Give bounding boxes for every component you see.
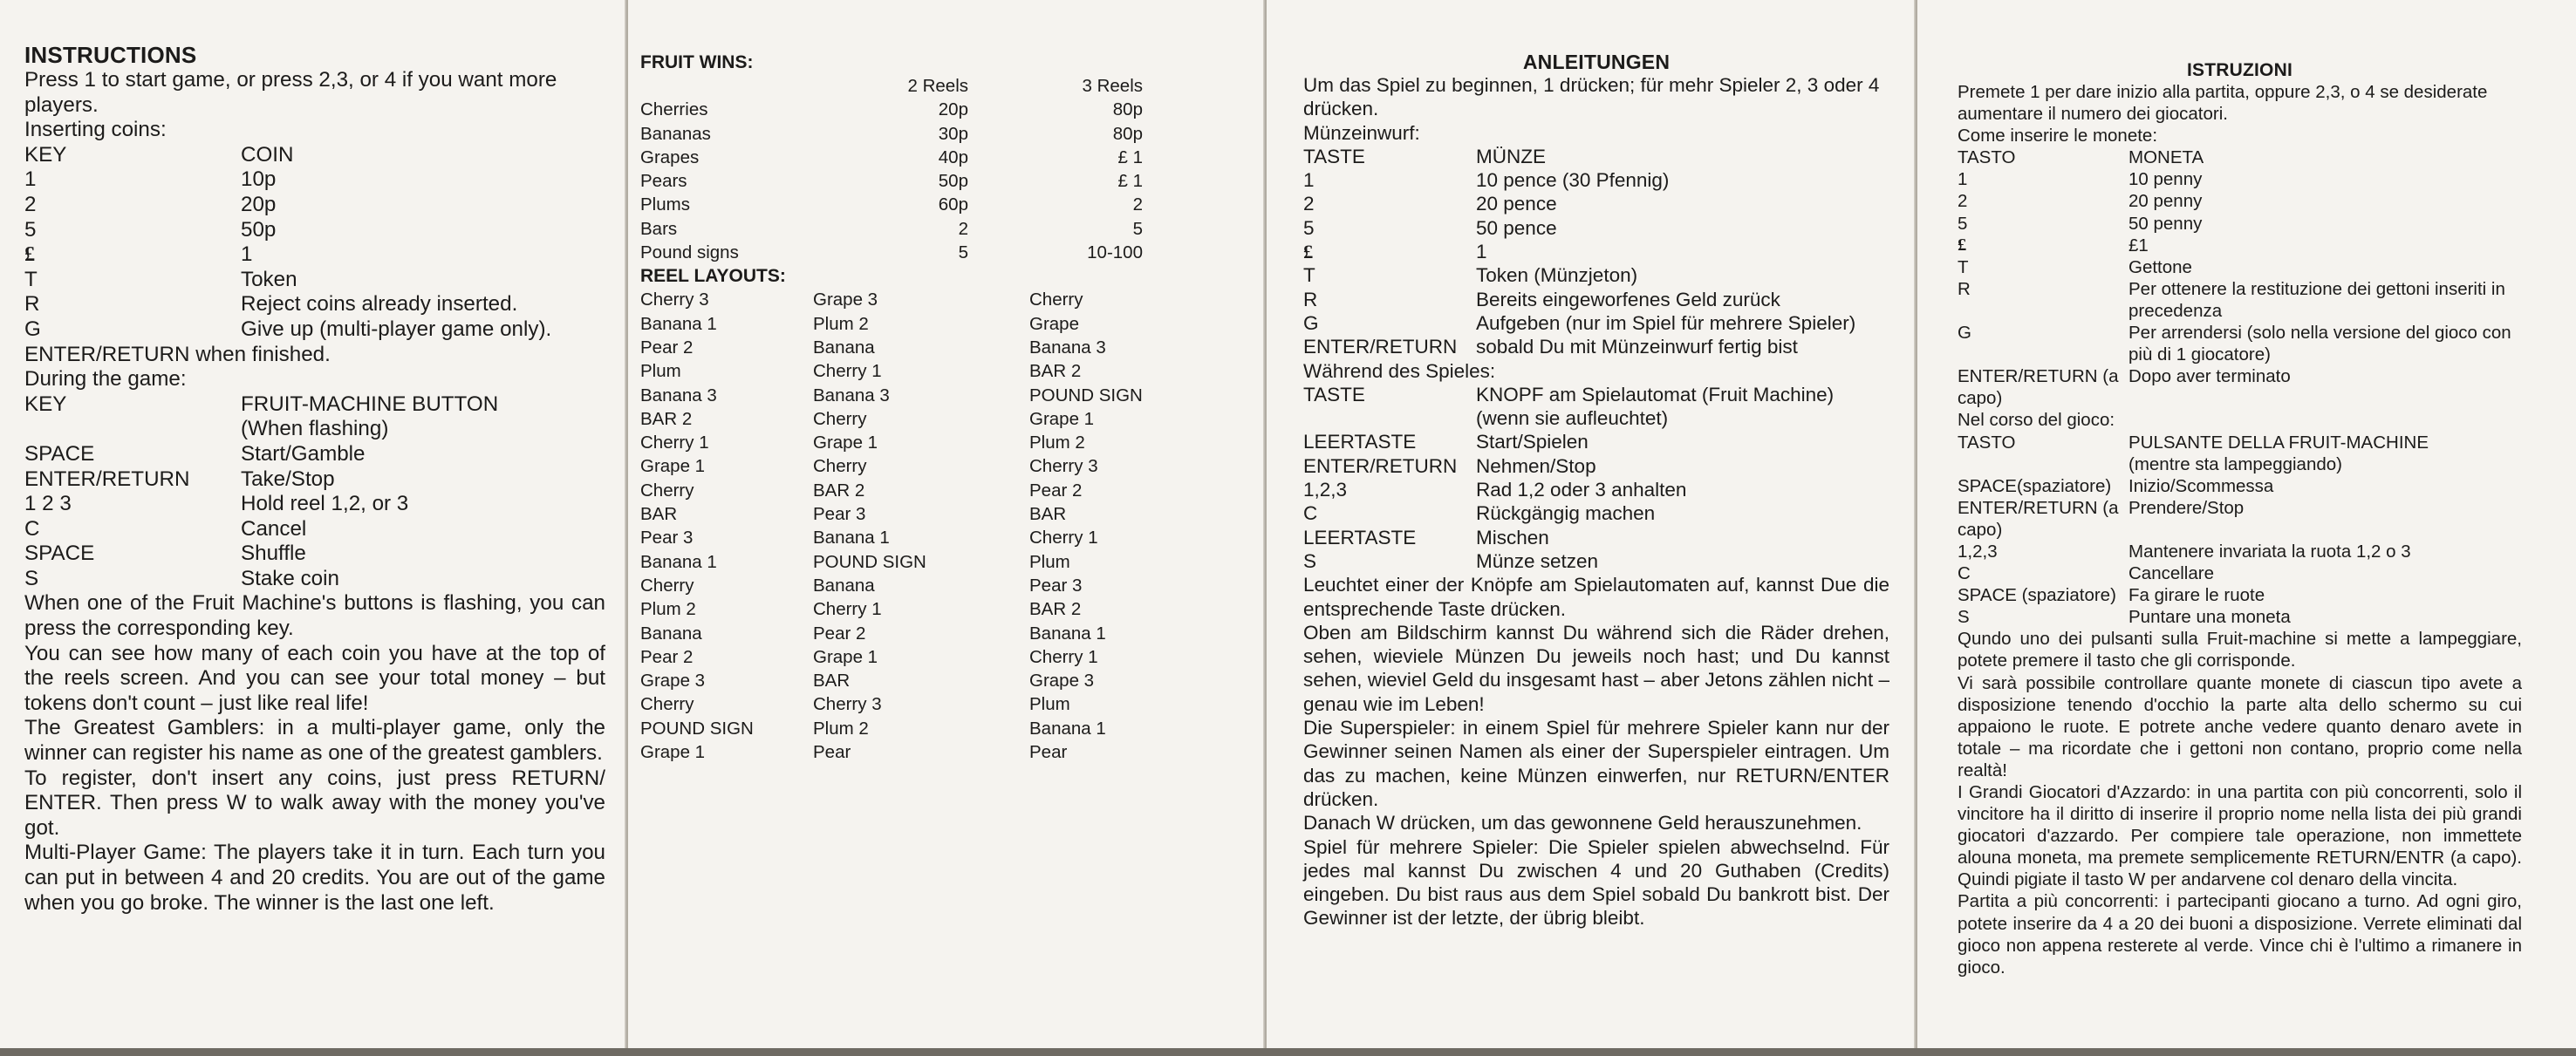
italian-panel [1917, 0, 2576, 1048]
game-action: Fa girare le ruote [2128, 585, 2265, 606]
german-paragraph: Danach W drücken, um das gewonnene Geld herauszunehmen. [1303, 812, 1862, 835]
game-key: ENTER/RETURN (a capo) [1958, 497, 2119, 540]
italian-paragraph: Qundo uno dei pulsanti sulla Fruit-machine si mette a lampeggiare, potete premere il tasto che gli corrisponde. [1958, 629, 2522, 671]
reel-symbol: Cherry [640, 480, 694, 501]
coin-value: 50 penny [2128, 213, 2203, 234]
button-col-header [241, 392, 605, 442]
game-action: Rückgängig machen [1476, 502, 1656, 525]
reel-symbol: Banana [813, 337, 875, 358]
reel-layouts-title: REEL LAYOUTS: [640, 266, 786, 287]
coin-key: R [24, 292, 40, 317]
button-header-text: PULSANTE DELLA FRUIT-MACHINE [2128, 432, 2429, 453]
game-key: 1,2,3 [1958, 541, 1998, 562]
fruit-name: Bananas [640, 123, 711, 144]
reel-symbol: Grape 1 [813, 433, 878, 453]
game-action: Inizio/Scommessa [2128, 475, 2274, 496]
coin-row [1958, 365, 2522, 409]
game-key-row [1958, 541, 2522, 562]
coin-row [24, 167, 605, 193]
coin-row [24, 292, 605, 317]
reel-symbol: Pear [1029, 742, 1068, 763]
button-col-header [1476, 383, 1889, 431]
game-key: SPACE (spaziatore) [1958, 585, 2116, 606]
game-action: Mantenere invariata la ruota 1,2 o 3 [2128, 541, 2411, 562]
reel-symbol: Banana 1 [640, 551, 717, 572]
game-key-row [24, 542, 605, 567]
reel-symbol: Plum 2 [640, 599, 696, 620]
reel-symbol: BAR 2 [1029, 599, 1082, 620]
coin-value: Gettone [2128, 256, 2192, 277]
fruit-name: Plums [640, 194, 690, 215]
button-col-header [2128, 432, 2522, 475]
coin-row [1303, 288, 1889, 311]
game-action: Cancel [241, 516, 307, 541]
three-reels-value: 80p [1112, 123, 1143, 144]
coin-value: Bereits eingeworfenes Geld zurück [1476, 288, 1780, 310]
game-key-row [1958, 606, 2522, 628]
italian-coin-header [1958, 146, 2522, 168]
coin-value: 50 pence [1476, 216, 1557, 239]
coin-key: ENTER/RETURN (a capo) [1958, 366, 2119, 409]
coin-key: 2 [1958, 191, 1968, 212]
reel-symbol: BAR 2 [1029, 361, 1082, 382]
coin-value: Token (Münzjeton) [1476, 264, 1638, 287]
reel-symbol: Banana 1 [1029, 718, 1106, 739]
reel-symbol: Grape 3 [640, 671, 706, 692]
game-key-row [1303, 549, 1889, 573]
coin-row [24, 242, 605, 268]
german-panel [1267, 0, 1916, 1048]
reel-3-column [1029, 288, 1204, 764]
reel-symbol: Banana [813, 575, 875, 596]
italian-game-header [1958, 432, 2522, 475]
fruit-wins-row [640, 122, 1237, 146]
three-reels-value: £ 1 [1117, 171, 1143, 192]
fruit-wins-row [640, 217, 1237, 241]
reel-symbol: Pear [813, 742, 851, 763]
english-title: INSTRUCTIONS [24, 42, 197, 68]
two-reels-value: 50p [938, 171, 968, 192]
italian-paragraph: Vi sarà possibile controllare quante monete di ciascun tipo avete a disposizione tenendo d'occhio la parte alta dello schermo su cui appaiono le ruote. E potrete anche vedere quanto denaro avete in totale – ma ricordate che i gettoni non contano, proprio come nella realtà! [1958, 672, 2522, 780]
english-paragraph: The Greatest Gamblers: in a multi-player game, only the winner can register his name as one of the greatest gamblers. [24, 716, 605, 766]
pound-key: £ [1958, 235, 1967, 255]
game-key-row [24, 467, 605, 493]
reel-symbol: Pear 3 [813, 504, 866, 525]
coin-key: 5 [24, 217, 37, 242]
coin-value: 20p [241, 192, 277, 216]
reel-symbol: POUND SIGN [640, 718, 754, 739]
pound-key: £ [1303, 241, 1314, 263]
reel-symbol: Plum 2 [1029, 433, 1085, 453]
italian-paragraph: Partita a più concorrenti: i partecipanti giocano a turno. Ad ogni giro, potete inserire da 4 a 20 dei buoni a disposizione. Verrete eliminati dal gioco non appena resterete al verde. Vince chi è l'ultimo a rimanere in gioco. [1958, 891, 2522, 978]
reel-symbol: Pear 2 [640, 337, 694, 358]
game-key: SPACE [24, 441, 95, 466]
coin-col-header: MÜNZE [1476, 145, 1546, 167]
coin-row [24, 218, 605, 243]
coin-value: 20 penny [2128, 191, 2203, 212]
reel-symbol: Cherry 3 [640, 290, 709, 310]
reel-symbol: Banana 1 [813, 528, 890, 548]
game-key: ENTER/RETURN [1303, 454, 1458, 477]
fruit-wins-rows [640, 98, 1237, 264]
coin-key: G [24, 317, 41, 341]
three-reels-value: £ 1 [1117, 146, 1143, 167]
button-header-note: (When flashing) [241, 417, 389, 441]
coin-row [1303, 240, 1889, 263]
coin-key: 2 [24, 192, 37, 216]
fruit-col-header [640, 74, 865, 98]
reel-layouts-grid [640, 288, 1237, 764]
coin-key: 1 [1958, 169, 1968, 190]
coin-row [1958, 190, 2522, 212]
coin-value: sobald Du mit Münzeinwurf fertig bist [1476, 336, 1798, 358]
german-game-header [1303, 383, 1889, 431]
german-intro: Um das Spiel zu beginnen, 1 drücken; für mehr Spieler 2, 3 oder 4 drücken. [1303, 74, 1880, 120]
coin-row [1958, 322, 2522, 365]
three-reels-value: 5 [1132, 218, 1143, 239]
reel-symbol: Pear 2 [813, 623, 866, 644]
game-action: Take/Stop [241, 467, 335, 491]
game-key: S [24, 566, 39, 590]
reel-symbol: BAR [813, 671, 851, 692]
english-game-header [24, 392, 605, 442]
reel-symbol: Plum 2 [813, 718, 869, 739]
game-key-row [1958, 497, 2522, 541]
coin-row [1958, 213, 2522, 235]
game-action: Nehmen/Stop [1476, 454, 1596, 477]
english-intro: Press 1 to start game, or press 2,3, or 4 if you want more players. [24, 68, 557, 117]
coin-value: 10 penny [2128, 169, 2203, 190]
button-header-text: FRUIT-MACHINE BUTTON [241, 392, 499, 416]
reel-symbol: Banana [640, 623, 702, 644]
reel-symbol: Plum [1029, 551, 1070, 572]
reel-symbol: Pear 2 [1029, 480, 1083, 501]
reel-symbol: Grape 1 [813, 646, 878, 667]
reel-symbol: Cherry 1 [640, 433, 709, 453]
reel-symbol: BAR 2 [813, 480, 865, 501]
coin-value: 1 [1476, 241, 1487, 263]
reel-1-column [640, 288, 813, 764]
reel-symbol: Banana 3 [1029, 337, 1106, 358]
two-reels-value: 2 [958, 218, 968, 239]
two-reels-value: 60p [938, 194, 968, 215]
italian-paragraph: I Grandi Giocatori d'Azzardo: in una partita con più concorrenti, solo il vincitore ha il diritto di inserire il proprio nome nella lista dei più grandi giocatori d'azzardo. Per compiere tale operazione, non immettete alouna moneta, ma premete semplicemente RETURN/ENTR (a capo). Quindi pigiate il tasto W per andarvene col denaro della vincita. [1958, 782, 2522, 890]
german-coin-header [1303, 145, 1889, 168]
two-reels-value: 30p [938, 123, 968, 144]
game-action: Mischen [1476, 526, 1549, 548]
german-inserting-heading: Münzeinwurf: [1303, 121, 1420, 144]
coin-row [1958, 235, 2522, 256]
scan-bottom-edge [0, 1048, 2576, 1056]
coin-row [1303, 216, 1889, 240]
reel-symbol: Grape 1 [640, 456, 706, 477]
game-action: Cancellare [2128, 563, 2214, 584]
reel-symbol: BAR 2 [640, 408, 693, 429]
game-action: Puntare una moneta [2128, 607, 2291, 628]
english-panel [0, 0, 626, 1048]
italian-inserting-heading: Come inserire le monete: [1958, 126, 2158, 146]
game-key: SPACE [24, 542, 95, 566]
two-reels-header: 2 Reels [907, 76, 968, 96]
english-inserting-heading: Inserting coins: [24, 118, 167, 142]
english-coin-header [24, 143, 605, 168]
game-action: Münze setzen [1476, 549, 1599, 572]
game-key: C [24, 516, 40, 541]
key-col-header: KEY [24, 392, 67, 416]
reel-symbol: BAR [1029, 504, 1067, 525]
coin-row [1303, 192, 1889, 215]
game-action: Shuffle [241, 542, 306, 566]
reel-symbol: BAR [640, 504, 678, 525]
reel-symbol: Plum [1029, 694, 1070, 715]
coin-value: £1 [2128, 235, 2149, 255]
three-reels-header: 3 Reels [1082, 76, 1143, 96]
game-key-row [1958, 584, 2522, 606]
coin-value: 10p [241, 167, 277, 192]
reel-symbol: Grape 3 [813, 290, 878, 310]
reel-symbol: POUND SIGN [1029, 385, 1143, 405]
coin-key: T [24, 267, 38, 291]
italian-during-heading: Nel corso del gioco: [1958, 410, 2115, 431]
reel-symbol: Cherry [1029, 290, 1083, 310]
reel-symbol: Grape 3 [1029, 671, 1095, 692]
english-paragraph: Multi-Player Game: The players take it in turn. Each turn you can put in between 4 and 20 credits. You are out of the game when you go broke. The winner is the last one left. [24, 841, 605, 915]
reel-symbol: Cherry [640, 575, 694, 596]
coin-value: Aufgeben (nur im Spiel für mehrere Spieler) [1476, 311, 1856, 334]
game-key: LEERTASTE [1303, 431, 1417, 453]
reel-symbol: Cherry [813, 456, 867, 477]
reel-symbol: Cherry [813, 408, 867, 429]
coin-value: 1 [241, 242, 253, 267]
german-paragraph: Spiel für mehrere Spieler: Die Spieler spielen abwechselnd. Für jedes mal kannst Du zwischen 4 und 20 Guthaben (Credits) eingeben. Du bist raus aus dem Spiel sobald Du bankrott bist. Der Gewinner ist der letzte, der übrig bleibt. [1303, 835, 1889, 930]
game-key-row [1958, 562, 2522, 584]
coin-col-header: COIN [241, 142, 294, 167]
two-reels-value: 5 [958, 242, 968, 263]
reel-symbol: Cherry 1 [813, 361, 882, 382]
two-reels-value: 20p [938, 99, 968, 120]
reel-symbol: Banana 1 [640, 313, 717, 334]
game-key: ENTER/RETURN [24, 467, 190, 491]
coin-key: T [1303, 264, 1315, 287]
italian-title: ISTRUZIONI [2187, 60, 2292, 80]
two-reels-value: 40p [938, 146, 968, 167]
coin-value: 10 pence (30 Pfennig) [1476, 169, 1670, 192]
coin-row [1958, 256, 2522, 278]
fruit-name: Pears [640, 171, 687, 192]
game-key-row [1958, 475, 2522, 497]
fruit-wins-header [640, 74, 1237, 98]
coin-row [24, 317, 605, 343]
coin-row [1958, 168, 2522, 190]
game-action: Prendere/Stop [2128, 497, 2245, 518]
coin-value: Give up (multi-player game only). [241, 317, 552, 341]
game-key: C [1303, 502, 1318, 525]
reel-symbol: Pear 3 [1029, 575, 1083, 596]
game-key: S [1303, 549, 1317, 572]
game-action: Hold reel 1,2, or 3 [241, 492, 409, 516]
game-action: Rad 1,2 oder 3 anhalten [1476, 479, 1687, 501]
coin-row [1303, 263, 1889, 287]
fruit-name: Bars [640, 218, 678, 239]
game-key: SPACE(spaziatore) [1958, 475, 2112, 496]
game-key-row [1303, 478, 1889, 501]
coin-key: R [1958, 278, 1971, 299]
fruit-name: Pound signs [640, 242, 739, 263]
german-paragraph: Oben am Bildschirm kannst Du während sich die Räder drehen, sehen, wieviele Münzen Du jeweils noch hast; und Du kannst sehen, wieviel Geld du insgesamt hast – aber Jetons zählen nicht – genau wie im Leben! [1303, 621, 1889, 715]
reel-symbol: Banana 3 [813, 385, 890, 405]
button-header-note: (mentre sta lampeggiando) [2128, 453, 2342, 474]
coin-value: Token [241, 267, 297, 291]
reel-symbol: Banana 3 [640, 385, 717, 405]
fruit-name: Cherries [640, 99, 708, 120]
reel-symbol: Pear 3 [640, 528, 694, 548]
reel-symbol: Plum [640, 361, 681, 382]
fruit-wins-row [640, 193, 1237, 216]
key-col-header: TASTE [1303, 145, 1365, 167]
fruit-wins-row [640, 241, 1237, 264]
game-key-row [1303, 454, 1889, 478]
coin-key: G [1958, 323, 1971, 344]
coin-key: 1 [24, 167, 37, 192]
tables-panel [628, 0, 1263, 1048]
coin-row [1958, 278, 2522, 322]
game-key-row [1303, 501, 1889, 525]
fruit-wins-row [640, 146, 1237, 169]
game-key-row [24, 492, 605, 517]
coin-row [1303, 168, 1889, 192]
coin-key: 2 [1303, 193, 1315, 215]
game-key-row [24, 567, 605, 592]
reel-symbol: Grape 1 [640, 742, 706, 763]
key-col-header: KEY [24, 142, 67, 167]
button-header-note: (wenn sie aufleuchtet) [1476, 407, 1669, 430]
coin-key: T [1958, 256, 1969, 277]
key-col-header: TASTE [1303, 383, 1365, 405]
reel-symbol: Plum 2 [813, 313, 869, 334]
coin-value: 50p [241, 217, 277, 242]
coin-row [1303, 335, 1889, 358]
game-action: Start/Spielen [1476, 431, 1589, 453]
reel-symbol: Grape 1 [1029, 408, 1095, 429]
italian-intro: Premete 1 per dare inizio alla partita, oppure 2,3, o 4 se desiderate aumentare il numero dei giocatori. [1958, 82, 2488, 125]
three-reels-value: 80p [1112, 99, 1143, 120]
coin-value: 20 pence [1476, 193, 1557, 215]
reel-2-column [813, 288, 1029, 764]
english-paragraph: You can see how many of each coin you have at the top of the reels screen. And you can see your total money – but tokens don't count – just like real life! [24, 641, 605, 715]
reel-symbol: Cherry 3 [1029, 456, 1098, 477]
button-header-text: KNOPF am Spielautomat (Fruit Machine) [1476, 383, 1835, 405]
game-key: C [1958, 563, 1971, 584]
english-paragraph: To register, don't insert any coins, just press RETURN/ ENTER. Then press W to walk away with the money you've got. [24, 766, 605, 840]
coin-key: R [1303, 288, 1318, 310]
key-col-header: TASTO [1958, 147, 2016, 168]
reel-symbol: Pear 2 [640, 646, 694, 667]
three-reels-value: 10-100 [1087, 242, 1143, 263]
game-action: Stake coin [241, 566, 339, 590]
coin-value: Dopo aver terminato [2128, 366, 2291, 387]
coin-col-header: MONETA [2128, 147, 2204, 168]
reel-symbol: Cherry 1 [1029, 646, 1098, 667]
coin-key: 5 [1303, 216, 1315, 239]
reel-symbol: Banana 1 [1029, 623, 1106, 644]
fruit-wins-row [640, 98, 1237, 121]
game-key-row [1303, 430, 1889, 453]
reel-symbol: Cherry [640, 694, 694, 715]
game-key: 1 2 3 [24, 492, 72, 516]
game-key-row [1303, 526, 1889, 549]
german-during-heading: Während des Spieles: [1303, 359, 1496, 382]
german-title: ANLEITUNGEN [1522, 51, 1671, 73]
german-paragraph: Leuchtet einer der Knöpfe am Spielautomaten auf, kannst Due die entsprechende Taste drücken. [1303, 574, 1889, 620]
reel-symbol: Grape [1029, 313, 1079, 334]
english-paragraph: When one of the Fruit Machine's buttons is flashing, you can press the corresponding key. [24, 591, 605, 641]
coin-value: Per ottenere la restituzione dei gettoni inseriti in precedenza [2128, 278, 2505, 321]
coin-row [24, 268, 605, 293]
fruit-wins-row [640, 169, 1237, 193]
fruit-name: Grapes [640, 146, 700, 167]
english-enter-line: ENTER/RETURN when finished. [24, 342, 331, 366]
three-reels-value: 2 [1132, 194, 1143, 215]
game-key: 1,2,3 [1303, 479, 1348, 501]
key-col-header: TASTO [1958, 432, 2016, 453]
coin-value: Reject coins already inserted. [241, 292, 518, 317]
reel-symbol: POUND SIGN [813, 551, 926, 572]
english-during-heading: During the game: [24, 367, 187, 392]
coin-key: 1 [1303, 169, 1315, 192]
coin-value: Per arrendersi (solo nella versione del gioco con più di 1 giocatore) [2128, 323, 2511, 365]
coin-key: ENTER/RETURN [1303, 336, 1458, 358]
coin-key: G [1303, 311, 1319, 334]
game-key-row [24, 442, 605, 467]
fruit-wins-title: FRUIT WINS: [640, 52, 754, 72]
coin-row [24, 193, 605, 218]
game-key-row [24, 517, 605, 542]
reel-symbol: Cherry 1 [813, 599, 882, 620]
game-key: LEERTASTE [1303, 526, 1417, 548]
german-paragraph: Die Superspieler: in einem Spiel für mehrere Spieler kann nur der Gewinner seinen Namen als einer der Superspieler eintragen. Um das zu machen, keine Münzen einwerfen, nur RETURN/ENTER drücken. [1303, 717, 1889, 810]
coin-key: 5 [1958, 213, 1968, 234]
reel-symbol: Cherry 1 [1029, 528, 1098, 548]
coin-row [1303, 311, 1889, 335]
game-key: S [1958, 607, 1970, 628]
reel-symbol: Cherry 3 [813, 694, 882, 715]
pound-key: £ [24, 242, 36, 267]
game-action: Start/Gamble [241, 441, 366, 466]
